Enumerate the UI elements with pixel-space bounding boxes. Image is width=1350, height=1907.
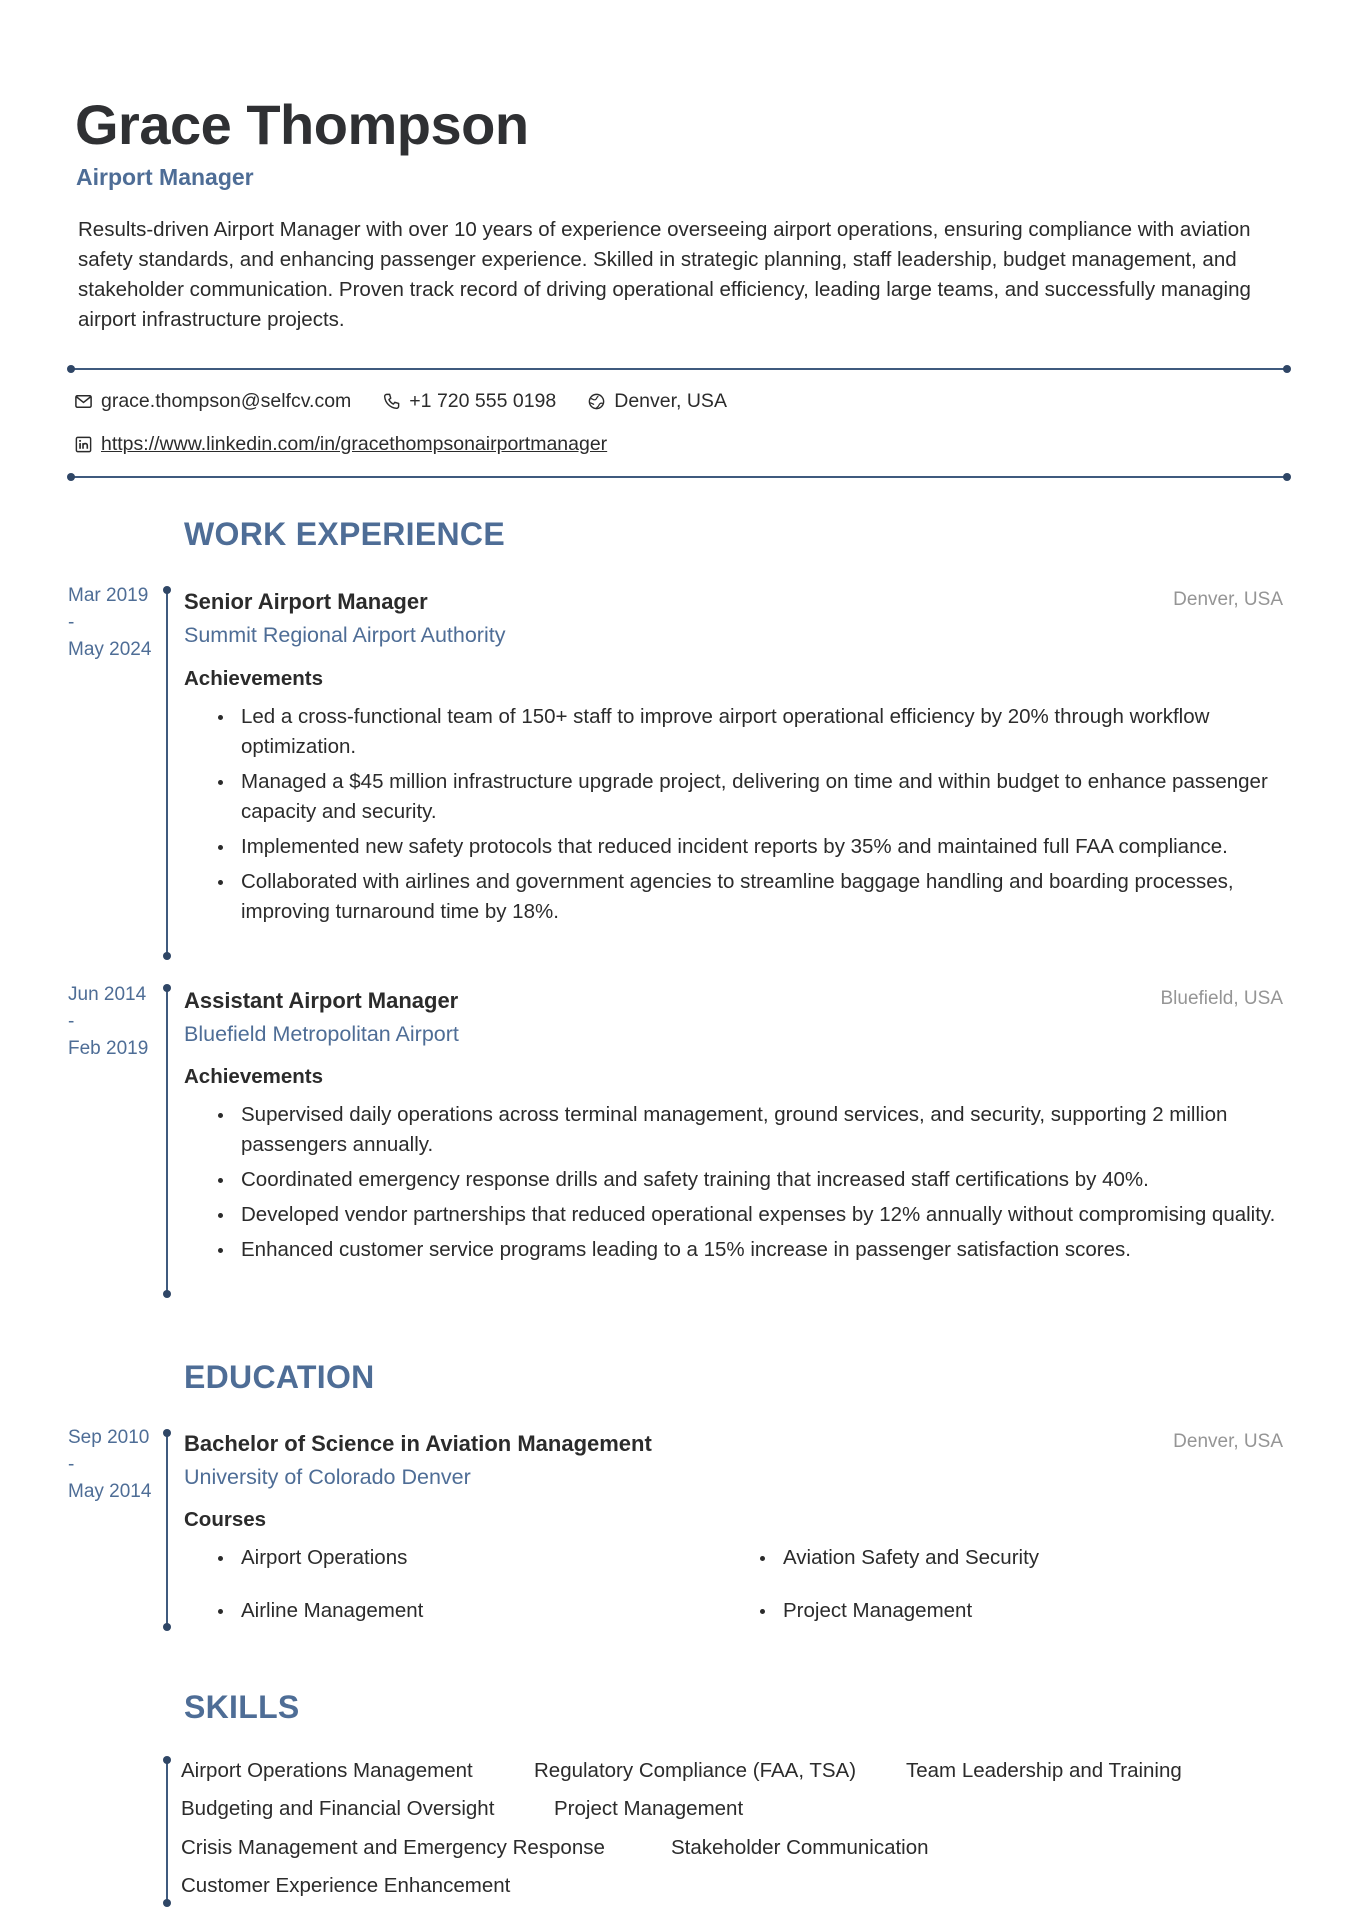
contact-phone[interactable] [381,388,556,414]
list-item: Supervised daily operations across terminal management, ground services, and security, supporting 2 million passengers annually. [212,1100,1292,1160]
mail-icon [73,391,93,411]
job-1-start-date: Mar 2019 [68,585,149,606]
contact-top-divider [70,368,1288,370]
job-2-achievements-heading: Achievements [184,1065,324,1088]
linkedin-icon [73,434,93,454]
skill-tag: Project Management [554,1797,744,1820]
education-start-date: Sep 2010 [68,1427,150,1448]
skill-tag: Budgeting and Financial Oversight [181,1797,495,1820]
list-item: Led a cross-functional team of 150+ staff to improve airport operational efficiency by 20% through workflow optimization. [212,702,1292,762]
skill-tag: Team Leadership and Training [906,1759,1182,1782]
list-item: Airport Operations [212,1543,407,1573]
list-item: Implemented new safety protocols that reduced incident reports by 35% and maintained full FAA compliance. [212,832,1292,862]
job-1-organization: Summit Regional Airport Authority [184,623,506,647]
list-item: Enhanced customer service programs leading to a 15% increase in passenger satisfaction scores. [212,1235,1292,1265]
job-2-start-date: Jun 2014 [68,984,147,1005]
job-1-timeline [166,590,168,956]
contact-email[interactable] [73,388,351,414]
education-dates [68,1424,151,1505]
date-separator: - [68,1011,75,1032]
date-separator: - [68,612,75,633]
list-item: Coordinated emergency response drills and safety training that increased staff certifications by 40%. [212,1165,1292,1195]
linkedin-link[interactable]: https://www.linkedin.com/in/gracethompsonairportmanager [101,433,608,455]
skill-tag: Stakeholder Communication [671,1836,929,1859]
education-timeline [166,1433,168,1627]
job-2-dates [68,981,148,1062]
phone-icon [381,391,401,411]
education-degree: Bachelor of Science in Aviation Management [184,1431,652,1456]
job-1-title: Senior Airport Manager [184,589,428,614]
list-item: Project Management [754,1596,972,1626]
contact-bottom-divider [70,476,1288,478]
email-text: grace.thompson@selfcv.com [101,390,352,412]
job-2-achievements-list [212,1100,1292,1270]
skill-tag: Airport Operations Management [181,1759,473,1782]
skill-tag: Crisis Management and Emergency Response [181,1836,605,1859]
education-location: Denver, USA [1173,1431,1283,1452]
skills-timeline [166,1760,168,1903]
job-2-timeline [166,988,168,1294]
date-separator: - [68,1454,75,1475]
education-heading: EDUCATION [184,1359,375,1395]
phone-text: +1 720 555 0198 [409,390,557,412]
list-item: Aviation Safety and Security [754,1543,1039,1573]
job-2-location: Bluefield, USA [1160,988,1283,1009]
candidate-name: Grace Thompson [75,93,529,156]
location-text: Denver, USA [614,390,727,412]
list-item: Developed vendor partnerships that reduced operational expenses by 12% annually without compromising quality. [212,1200,1292,1230]
list-item: Airline Management [212,1596,423,1626]
skills-heading: SKILLS [184,1689,300,1725]
job-1-location: Denver, USA [1173,589,1283,610]
courses-heading: Courses [184,1508,267,1531]
job-2-end-date: Feb 2019 [68,1038,149,1059]
candidate-role: Airport Manager [76,164,254,190]
work-experience-heading: WORK EXPERIENCE [184,516,505,552]
list-item: Managed a $45 million infrastructure upgrade project, delivering on time and within budget to enhance passenger capacity and security. [212,767,1292,827]
contact-location [586,388,727,414]
contact-row-primary [73,388,757,414]
globe-icon [586,391,606,411]
education-school: University of Colorado Denver [184,1465,471,1489]
contact-row-secondary [73,431,637,457]
job-2-organization: Bluefield Metropolitan Airport [184,1022,459,1046]
contact-linkedin[interactable] [73,431,607,457]
profile-summary: Results-driven Airport Manager with over 10 years of experience overseeing airport operations, ensuring compliance with aviation safety standards, and enhancing passenger experience. Skilled in strategic planning, staff leadership, budget management, and stakeholder communication. Proven track record of driving operational efficiency, leading large teams, and successfully managing airport infrastructure projects. [78,218,1251,331]
skill-tag: Regulatory Compliance (FAA, TSA) [534,1759,857,1782]
job-2-title: Assistant Airport Manager [184,988,459,1013]
list-item: Collaborated with airlines and government agencies to streamline baggage handling and boarding processes, improving turnaround time by 18%. [212,867,1292,927]
job-1-end-date: May 2024 [68,639,152,660]
job-1-achievements-heading: Achievements [184,667,324,690]
job-1-achievements-list [212,702,1292,932]
education-end-date: May 2014 [68,1481,152,1502]
job-1-dates [68,582,151,663]
skill-tag: Customer Experience Enhancement [181,1874,511,1897]
